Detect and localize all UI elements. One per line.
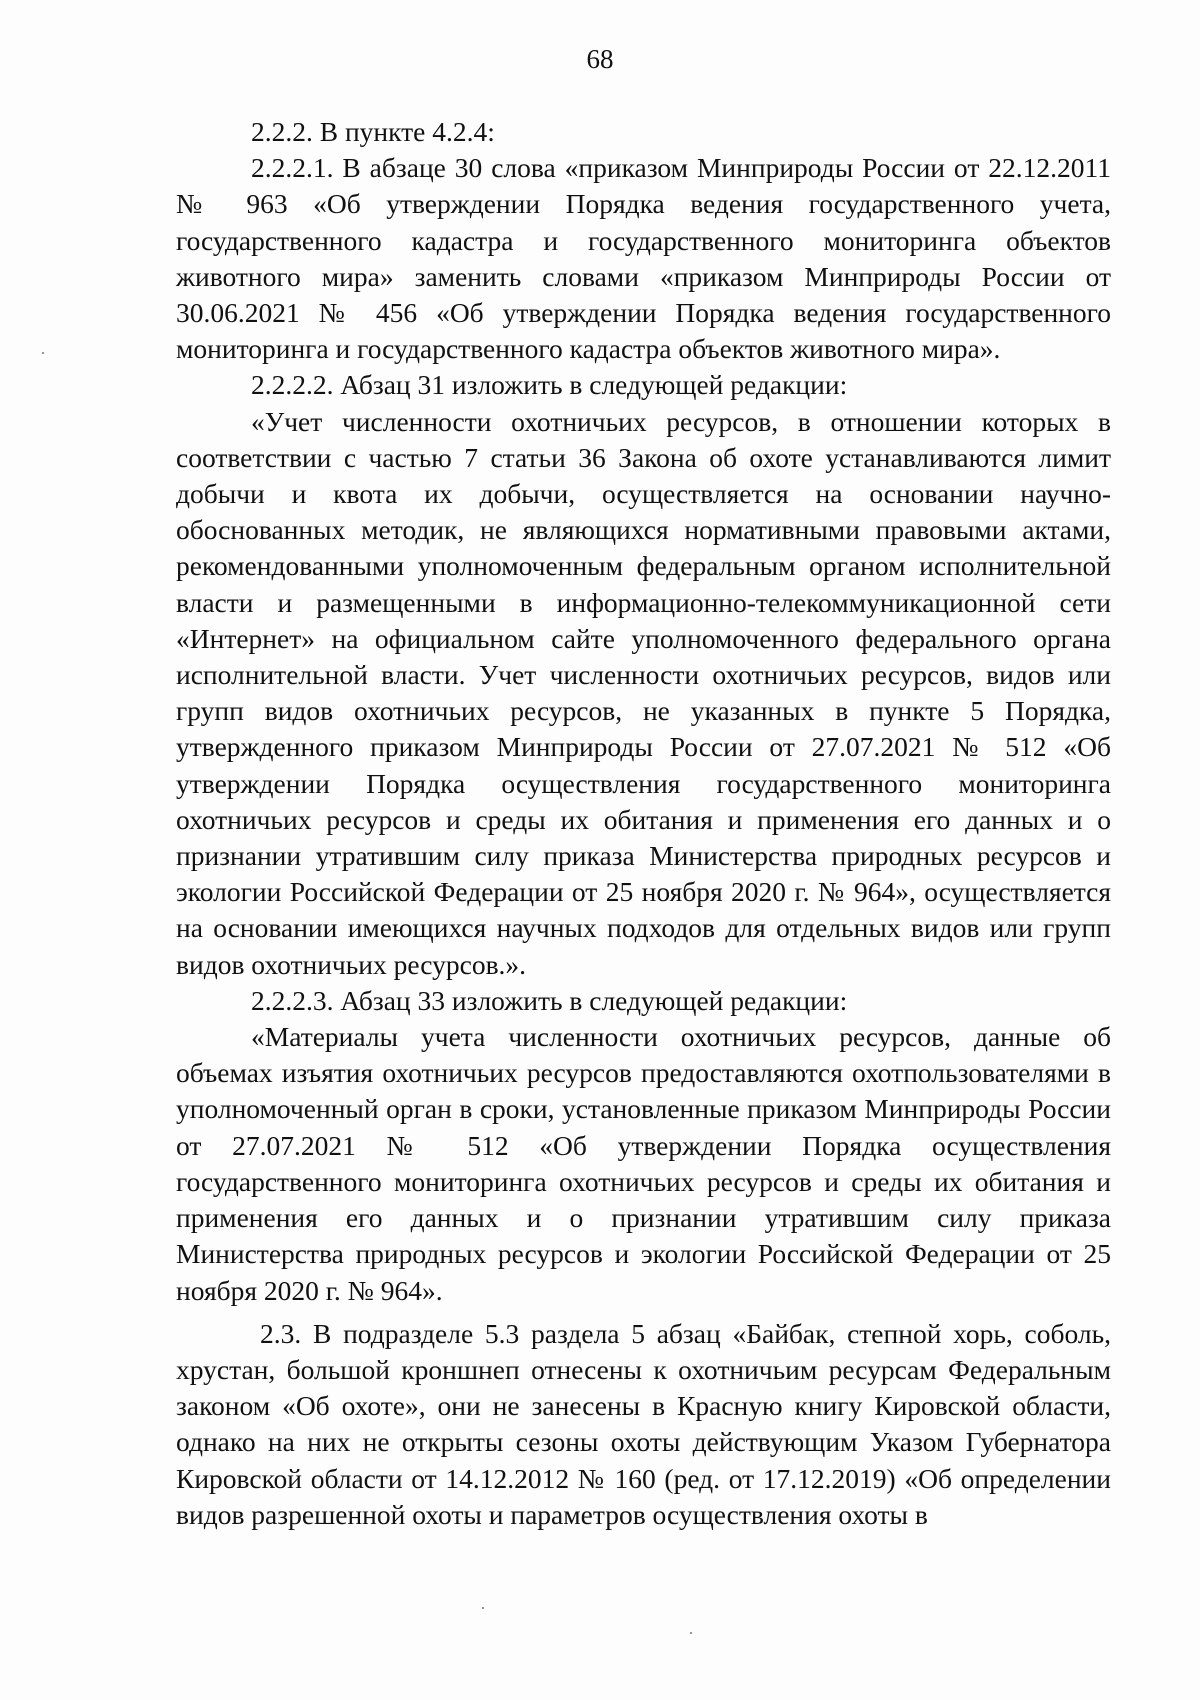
paragraph-quote-abzac-31: «Учет численности охотничьих ресурсов, в отношении которых в соответствии с частью 7 статьи 36 Закона об охоте устанавливаются лимит добычи и квота их добычи, осуществляется на основании научно-обоснованных методик, не являющихся нормативными правовыми актами, рекомендованными уполномоченным федеральным органом исполнительной власти и размещенными в информационно-телекоммуникационной сети «Интернет» на официальном сайте уполномоченного федерального органа исполнительной власти. Учет численности охотничьих ресурсов, видов или групп видов охотничьих ресурсов, не указанных в пункте 5 Порядка, утвержденного приказом Минприроды России от 27.07.2021 № 512 «Об утверждении Порядка осуществления государственного мониторинга охотничьих ресурсов и среды их обитания и применения его данных и о признании утратившим силу приказа Министерства природных ресурсов и экологии Российской Федерации от 25 ноября 2020 г. № 964», осуществляется на основании имеющихся научных подходов для отдельных видов или групп видов охотничьих ресурсов.». [176,405,1111,980]
page-number: 68 [586,44,614,74]
scan-speck [690,1632,692,1634]
scan-speck [42,352,44,354]
scan-speck [482,1607,484,1609]
paragraph-2-2-2-1: 2.2.2.1. В абзаце 30 слова «приказом Минприроды России от 22.12.2011 № 963 «Об утверждении Порядка ведения государственного учета, государственного кадастра и государственного мониторинга объектов животного мира» заменить словами «приказом Минприроды России от 30.06.2021 № 456 «Об утверждении Порядка ведения государственного мониторинга и государственного кадастра объектов животного мира». [176,152,1111,365]
paragraph-2-2-2: 2.2.2. В пункте 4.2.4: [251,116,495,147]
paragraph-2-2-2-2: 2.2.2.2. Абзац 31 изложить в следующей редакции: [251,369,848,401]
paragraph-quote-abzac-33: «Материалы учета численности охотничьих ресурсов, данные об объемах изъятия охотничьих ресурсов предоставляются охотпользователями в уполномоченный орган в сроки, установленные приказом Минприроды России от 27.07.2021 № 512 «Об утверждении Порядка осуществления государственного мониторинга охотничьих ресурсов и среды их обитания и применения его данных и о признании утратившим силу приказа Министерства природных ресурсов и экологии Российской Федерации от 25 ноября 2020 г. № 964». [176,1021,1111,1306]
paragraph-2-3: 2.3. В подразделе 5.3 раздела 5 абзац «Байбак, степной хорь, соболь, хрустан, большой кроншнеп отнесены к охотничьим ресурсам Федеральным законом «Об охоте», они не занесены в Красную книгу Кировской области, однако на них не открыты сезоны охоты действующим Указом Губернатора Кировской области от 14.12.2012 № 160 (ред. от 17.12.2019) «Об определении видов разрешенной охоты и параметров осуществления охоты в [176,1317,1111,1530]
paragraph-2-2-2-3: 2.2.2.3. Абзац 33 изложить в следующей редакции: [251,984,848,1016]
document-body [176,114,1111,1533]
